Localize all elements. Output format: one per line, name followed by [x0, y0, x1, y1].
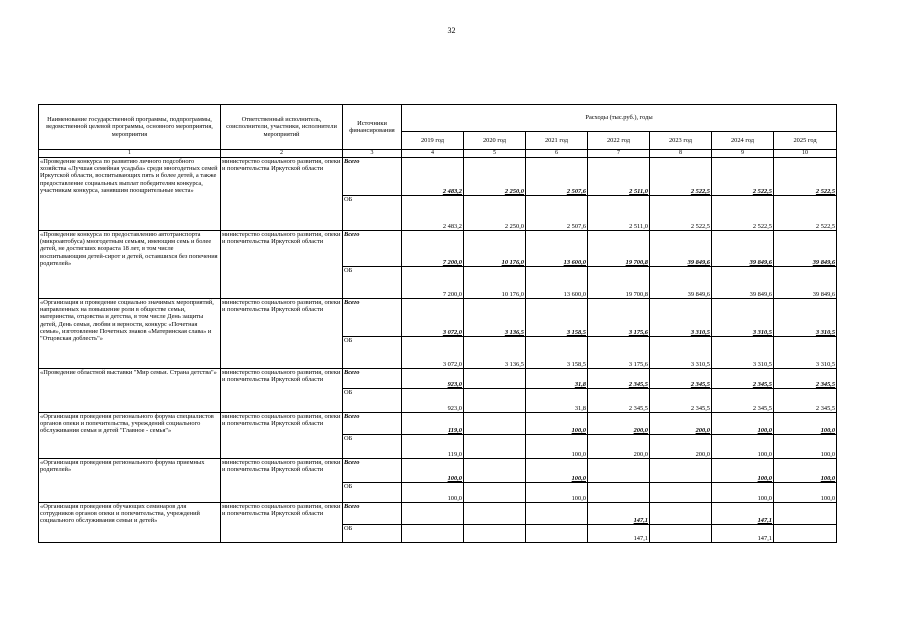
header-year: 2025 год: [774, 132, 837, 150]
ob-value: 147,1: [712, 525, 774, 543]
ob-value: 100,0: [774, 435, 837, 459]
ob-value: 2 345,5: [712, 389, 774, 413]
total-value: 2 522,5: [650, 158, 712, 196]
table-row: [39, 503, 837, 525]
measure-name: «Проведение областной выставки "Мир семьи. Страна детства"»: [39, 369, 221, 413]
ob-value: 147,1: [588, 525, 650, 543]
measure-name: «Проведение конкурса по предоставлению автотранспорта (микроавтобуса) многодетным семьям, имеющим семь и более детей, не достигших возраста 18 лет, в том числе воспитывающим детей-сирот и детей, оставшихся без попечения родителей»: [39, 231, 221, 299]
measure-name: «Организация и проведение социально значимых мероприятий, направленных на повышение роли в обществе семьи, материнства, отцовства и детства, в том числе День защиты детей, День семьи, любви и верности, конкурс «Почетная семья», изготовление Почетных знаков «Материнская слава» и "Отцовская доблесть"»: [39, 299, 221, 369]
ob-value: 2 522,5: [774, 196, 837, 231]
total-value: 3 175,6: [588, 299, 650, 337]
total-value: 7 200,0: [402, 231, 464, 267]
responsible-executor: министерство социального развития, опеки и попечительства Иркутской области: [221, 231, 343, 299]
ob-value: [464, 525, 526, 543]
total-value: 100,0: [774, 459, 837, 483]
header-expenses: Расходы (тыс.руб.), годы: [402, 105, 837, 132]
page-number: 32: [447, 26, 456, 35]
ob-value: 2 522,5: [650, 196, 712, 231]
column-number: 7: [588, 150, 650, 158]
total-value: 200,0: [650, 413, 712, 435]
total-value: 2 511,0: [588, 158, 650, 196]
ob-value: 3 136,5: [464, 337, 526, 369]
ob-value: 119,0: [402, 435, 464, 459]
total-value: 13 600,0: [526, 231, 588, 267]
total-value: [650, 503, 712, 525]
total-value: 3 310,5: [774, 299, 837, 337]
ob-value: 13 600,0: [526, 267, 588, 299]
total-value: 147,1: [712, 503, 774, 525]
ob-value: 3 175,6: [588, 337, 650, 369]
ob-value: 2 507,6: [526, 196, 588, 231]
ob-value: 3 072,0: [402, 337, 464, 369]
total-value: 19 700,8: [588, 231, 650, 267]
total-value: 31,8: [526, 369, 588, 389]
ob-value: 200,0: [650, 435, 712, 459]
ob-value: 100,0: [712, 483, 774, 503]
total-value: 39 849,6: [774, 231, 837, 267]
ob-value: 100,0: [402, 483, 464, 503]
ob-value: 3 158,5: [526, 337, 588, 369]
responsible-executor: министерство социального развития, опеки и попечительства Иркутской области: [221, 413, 343, 459]
source-total-label: Всего: [343, 459, 402, 483]
total-value: 2 522,5: [712, 158, 774, 196]
ob-value: [464, 483, 526, 503]
measure-name: «Организация проведения обучающих семинаров для сотрудников органов опеки и попечительства, учреждений социального обслуживания семьи и детей»: [39, 503, 221, 543]
source-ob-label: ОБ: [343, 389, 402, 413]
total-value: 3 158,5: [526, 299, 588, 337]
table-row: [39, 299, 837, 337]
ob-value: 19 700,8: [588, 267, 650, 299]
header-year: 2021 год: [526, 132, 588, 150]
ob-value: 2 345,5: [588, 389, 650, 413]
responsible-executor: министерство социального развития, опеки и попечительства Иркутской области: [221, 503, 343, 543]
total-value: 119,0: [402, 413, 464, 435]
source-total-label: Всего: [343, 158, 402, 196]
ob-value: 200,0: [588, 435, 650, 459]
ob-value: [464, 435, 526, 459]
ob-value: [464, 389, 526, 413]
source-total-label: Всего: [343, 231, 402, 267]
total-value: [774, 503, 837, 525]
total-value: 200,0: [588, 413, 650, 435]
total-value: 3 310,5: [650, 299, 712, 337]
total-value: 2 483,2: [402, 158, 464, 196]
ob-value: [526, 525, 588, 543]
column-number: 9: [712, 150, 774, 158]
ob-value: [650, 483, 712, 503]
column-number: 4: [402, 150, 464, 158]
total-value: 10 176,0: [464, 231, 526, 267]
total-value: 100,0: [402, 459, 464, 483]
budget-table: [38, 104, 837, 543]
ob-value: 2 483,2: [402, 196, 464, 231]
total-value: [650, 459, 712, 483]
measure-name: «Организация проведения регионального форума приемных родителей»: [39, 459, 221, 503]
table-row: [39, 413, 837, 435]
total-value: 923,0: [402, 369, 464, 389]
total-value: 100,0: [712, 413, 774, 435]
ob-value: [650, 525, 712, 543]
ob-value: 31,8: [526, 389, 588, 413]
total-value: 100,0: [526, 459, 588, 483]
total-value: [526, 503, 588, 525]
ob-value: 10 176,0: [464, 267, 526, 299]
source-ob-label: ОБ: [343, 483, 402, 503]
header-responsible: Ответственный исполнитель, соисполнители, участники, исполнители мероприятий: [221, 105, 343, 150]
total-value: 2 345,5: [712, 369, 774, 389]
ob-value: 100,0: [526, 435, 588, 459]
total-value: 2 522,5: [774, 158, 837, 196]
column-number: 5: [464, 150, 526, 158]
responsible-executor: министерство социального развития, опеки и попечительства Иркутской области: [221, 369, 343, 413]
total-value: 147,1: [588, 503, 650, 525]
table-row: [39, 231, 837, 267]
source-total-label: Всего: [343, 413, 402, 435]
total-value: 39 849,6: [712, 231, 774, 267]
total-value: [464, 503, 526, 525]
ob-value: 100,0: [774, 483, 837, 503]
responsible-executor: министерство социального развития, опеки и попечительства Иркутской области: [221, 459, 343, 503]
ob-value: 2 345,5: [774, 389, 837, 413]
ob-value: 39 849,6: [774, 267, 837, 299]
column-number: 2: [221, 150, 343, 158]
source-ob-label: ОБ: [343, 337, 402, 369]
total-value: 3 072,0: [402, 299, 464, 337]
column-number: 6: [526, 150, 588, 158]
total-value: 100,0: [774, 413, 837, 435]
column-number: 10: [774, 150, 837, 158]
total-value: 2 345,5: [774, 369, 837, 389]
header-year: 2019 год: [402, 132, 464, 150]
source-ob-label: ОБ: [343, 267, 402, 299]
ob-value: 39 849,6: [712, 267, 774, 299]
source-total-label: Всего: [343, 503, 402, 525]
table-row: [39, 369, 837, 389]
header-year: 2022 год: [588, 132, 650, 150]
column-number: 3: [343, 150, 402, 158]
source-total-label: Всего: [343, 369, 402, 389]
ob-value: 2 250,0: [464, 196, 526, 231]
total-value: [402, 503, 464, 525]
measure-name: «Проведение конкурса по развитию личного подсобного хозяйства «Лучшая семейная усадьба» среди многодетных семей Иркутской области, воспитывающих пять и более детей, а также предоставление социальных выплат победителям конкурса, участникам конкурса, занявшим поощрительные места»: [39, 158, 221, 231]
responsible-executor: министерство социального развития, опеки и попечительства Иркутской области: [221, 299, 343, 369]
header-year: 2023 год: [650, 132, 712, 150]
total-value: 2 345,5: [650, 369, 712, 389]
ob-value: [774, 525, 837, 543]
source-ob-label: ОБ: [343, 435, 402, 459]
ob-value: 2 345,5: [650, 389, 712, 413]
table-row: [39, 158, 837, 196]
measure-name: «Организация проведения регионального форума специалистов органов опеки и попечительства, учреждений социального обслуживания семьи и детей "Главное - семья"»: [39, 413, 221, 459]
total-value: 2 250,0: [464, 158, 526, 196]
column-number: 8: [650, 150, 712, 158]
ob-value: 3 310,5: [650, 337, 712, 369]
header-sources: Источники финансирования: [343, 105, 402, 150]
ob-value: 3 310,5: [774, 337, 837, 369]
header-year: 2024 год: [712, 132, 774, 150]
total-value: 2 507,6: [526, 158, 588, 196]
ob-value: [402, 525, 464, 543]
header-name: Наименование государственной программы, подпрограммы, ведомственной целевой программы, основного мероприятия, мероприятия: [39, 105, 221, 150]
ob-value: 2 522,5: [712, 196, 774, 231]
column-number: 1: [39, 150, 221, 158]
ob-value: 2 511,0: [588, 196, 650, 231]
source-total-label: Всего: [343, 299, 402, 337]
total-value: 39 849,6: [650, 231, 712, 267]
ob-value: 923,0: [402, 389, 464, 413]
source-ob-label: ОБ: [343, 196, 402, 231]
total-value: [464, 369, 526, 389]
table-row: [39, 459, 837, 483]
total-value: 2 345,5: [588, 369, 650, 389]
header-year: 2020 год: [464, 132, 526, 150]
total-value: 100,0: [712, 459, 774, 483]
total-value: [464, 413, 526, 435]
ob-value: 3 310,5: [712, 337, 774, 369]
ob-value: [588, 483, 650, 503]
ob-value: 7 200,0: [402, 267, 464, 299]
source-ob-label: ОБ: [343, 525, 402, 543]
total-value: 100,0: [526, 413, 588, 435]
responsible-executor: министерство социального развития, опеки и попечительства Иркутской области: [221, 158, 343, 231]
total-value: [588, 459, 650, 483]
total-value: [464, 459, 526, 483]
total-value: 3 136,5: [464, 299, 526, 337]
ob-value: 100,0: [712, 435, 774, 459]
ob-value: 39 849,6: [650, 267, 712, 299]
total-value: 3 310,5: [712, 299, 774, 337]
ob-value: 100,0: [526, 483, 588, 503]
